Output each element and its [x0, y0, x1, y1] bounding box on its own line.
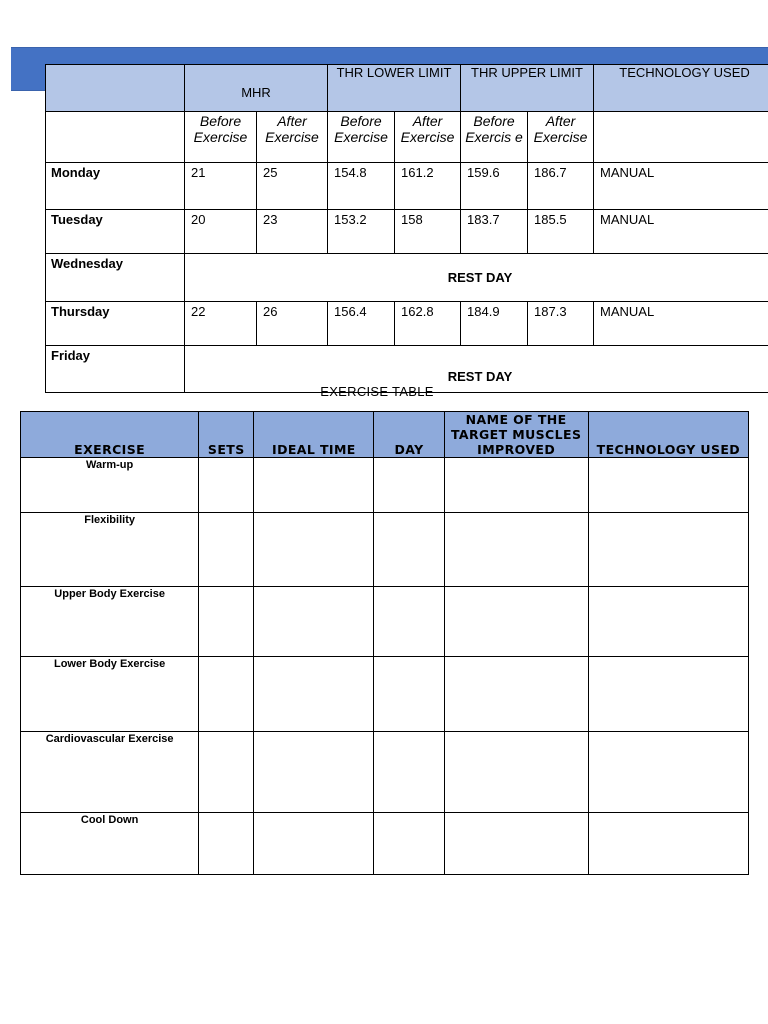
upper-before-value: 183.7 — [461, 210, 528, 254]
day-cell[interactable] — [374, 657, 444, 732]
table-row — [21, 813, 749, 875]
mhr-before-value: 22 — [185, 302, 257, 346]
exercise-label: Cardiovascular Exercise — [21, 732, 199, 813]
table-row — [21, 458, 749, 513]
day-cell[interactable] — [374, 813, 444, 875]
lower-before-value: 154.8 — [328, 163, 395, 210]
upper-before-value: 184.9 — [461, 302, 528, 346]
subheader-upper-before: Before Exercis e — [461, 112, 528, 163]
ideal-time-cell[interactable] — [254, 587, 374, 657]
header-thr-lower: THR LOWER LIMIT — [328, 65, 461, 112]
day-label: Wednesday — [46, 254, 185, 302]
technology-value: MANUAL — [594, 302, 768, 346]
exercise-label: Flexibility — [21, 513, 199, 587]
table-row — [21, 587, 749, 657]
table1-subheader-row — [46, 112, 768, 163]
heart-rate-table — [45, 64, 768, 393]
header-ideal-time: IDEAL TIME — [254, 412, 374, 458]
rest-day-label: REST DAY — [185, 346, 768, 393]
rest-day-label: REST DAY — [185, 254, 768, 302]
header-exercise: EXERCISE — [21, 412, 199, 458]
table-row — [21, 513, 749, 587]
subheader-mhr-after: After Exercise — [257, 112, 328, 163]
header-day: DAY — [374, 412, 444, 458]
header-thr-upper: THR UPPER LIMIT — [461, 65, 594, 112]
ideal-time-cell[interactable] — [254, 732, 374, 813]
mhr-before-value: 20 — [185, 210, 257, 254]
exercise-label: Upper Body Exercise — [21, 587, 199, 657]
table-row-tuesday — [46, 210, 768, 254]
subheader-upper-after: After Exercise — [528, 112, 594, 163]
technology-cell[interactable] — [588, 587, 748, 657]
target-muscles-cell[interactable] — [444, 587, 588, 657]
day-label: Friday — [46, 346, 185, 393]
target-muscles-cell[interactable] — [444, 458, 588, 513]
day-cell[interactable] — [374, 458, 444, 513]
target-muscles-cell[interactable] — [444, 813, 588, 875]
upper-before-value: 159.6 — [461, 163, 528, 210]
header-sets: SETS — [199, 412, 254, 458]
sets-cell[interactable] — [199, 513, 254, 587]
technology-cell[interactable] — [588, 813, 748, 875]
day-label: Monday — [46, 163, 185, 210]
subheader-lower-before: Before Exercise — [328, 112, 395, 163]
day-label: Tuesday — [46, 210, 185, 254]
exercise-label: Warm-up — [21, 458, 199, 513]
sets-cell[interactable] — [199, 458, 254, 513]
exercise-table-caption: EXERCISE TABLE — [320, 384, 434, 399]
header-technology: TECHNOLOGY USED — [588, 412, 748, 458]
exercise-table — [20, 411, 749, 875]
subheader-technology-empty — [594, 112, 768, 163]
mhr-after-value: 25 — [257, 163, 328, 210]
upper-after-value: 187.3 — [528, 302, 594, 346]
sets-cell[interactable] — [199, 657, 254, 732]
day-cell[interactable] — [374, 732, 444, 813]
technology-value: MANUAL — [594, 210, 768, 254]
lower-after-value: 161.2 — [395, 163, 461, 210]
mhr-before-value: 21 — [185, 163, 257, 210]
table1-header-row — [46, 65, 768, 112]
ideal-time-cell[interactable] — [254, 513, 374, 587]
table-row-monday — [46, 163, 768, 210]
lower-before-value: 156.4 — [328, 302, 395, 346]
upper-after-value: 186.7 — [528, 163, 594, 210]
technology-cell[interactable] — [588, 657, 748, 732]
target-muscles-cell[interactable] — [444, 513, 588, 587]
header-empty-cell — [46, 65, 185, 112]
ideal-time-cell[interactable] — [254, 813, 374, 875]
table-row — [21, 732, 749, 813]
upper-after-value: 185.5 — [528, 210, 594, 254]
table2-header-row — [21, 412, 749, 458]
header-target-muscles: NAME OF THE TARGET MUSCLES IMPROVED — [444, 412, 588, 458]
ideal-time-cell[interactable] — [254, 458, 374, 513]
day-cell[interactable] — [374, 513, 444, 587]
ideal-time-cell[interactable] — [254, 657, 374, 732]
subheader-lower-after: After Exercise — [395, 112, 461, 163]
day-cell[interactable] — [374, 587, 444, 657]
target-muscles-cell[interactable] — [444, 657, 588, 732]
lower-before-value: 153.2 — [328, 210, 395, 254]
subheader-mhr-before: Before Exercise — [185, 112, 257, 163]
lower-after-value: 162.8 — [395, 302, 461, 346]
header-technology: TECHNOLOGY USED — [594, 65, 768, 112]
technology-cell[interactable] — [588, 458, 748, 513]
table-row — [21, 657, 749, 732]
lower-after-value: 158 — [395, 210, 461, 254]
technology-cell[interactable] — [588, 732, 748, 813]
table-row-wednesday — [46, 254, 768, 302]
exercise-label: Lower Body Exercise — [21, 657, 199, 732]
technology-value: MANUAL — [594, 163, 768, 210]
subheader-empty-cell — [46, 112, 185, 163]
target-muscles-cell[interactable] — [444, 732, 588, 813]
header-mhr: MHR — [185, 65, 328, 112]
technology-cell[interactable] — [588, 513, 748, 587]
sets-cell[interactable] — [199, 587, 254, 657]
sets-cell[interactable] — [199, 813, 254, 875]
mhr-after-value: 26 — [257, 302, 328, 346]
table-row-thursday — [46, 302, 768, 346]
exercise-label: Cool Down — [21, 813, 199, 875]
day-label: Thursday — [46, 302, 185, 346]
mhr-after-value: 23 — [257, 210, 328, 254]
sets-cell[interactable] — [199, 732, 254, 813]
